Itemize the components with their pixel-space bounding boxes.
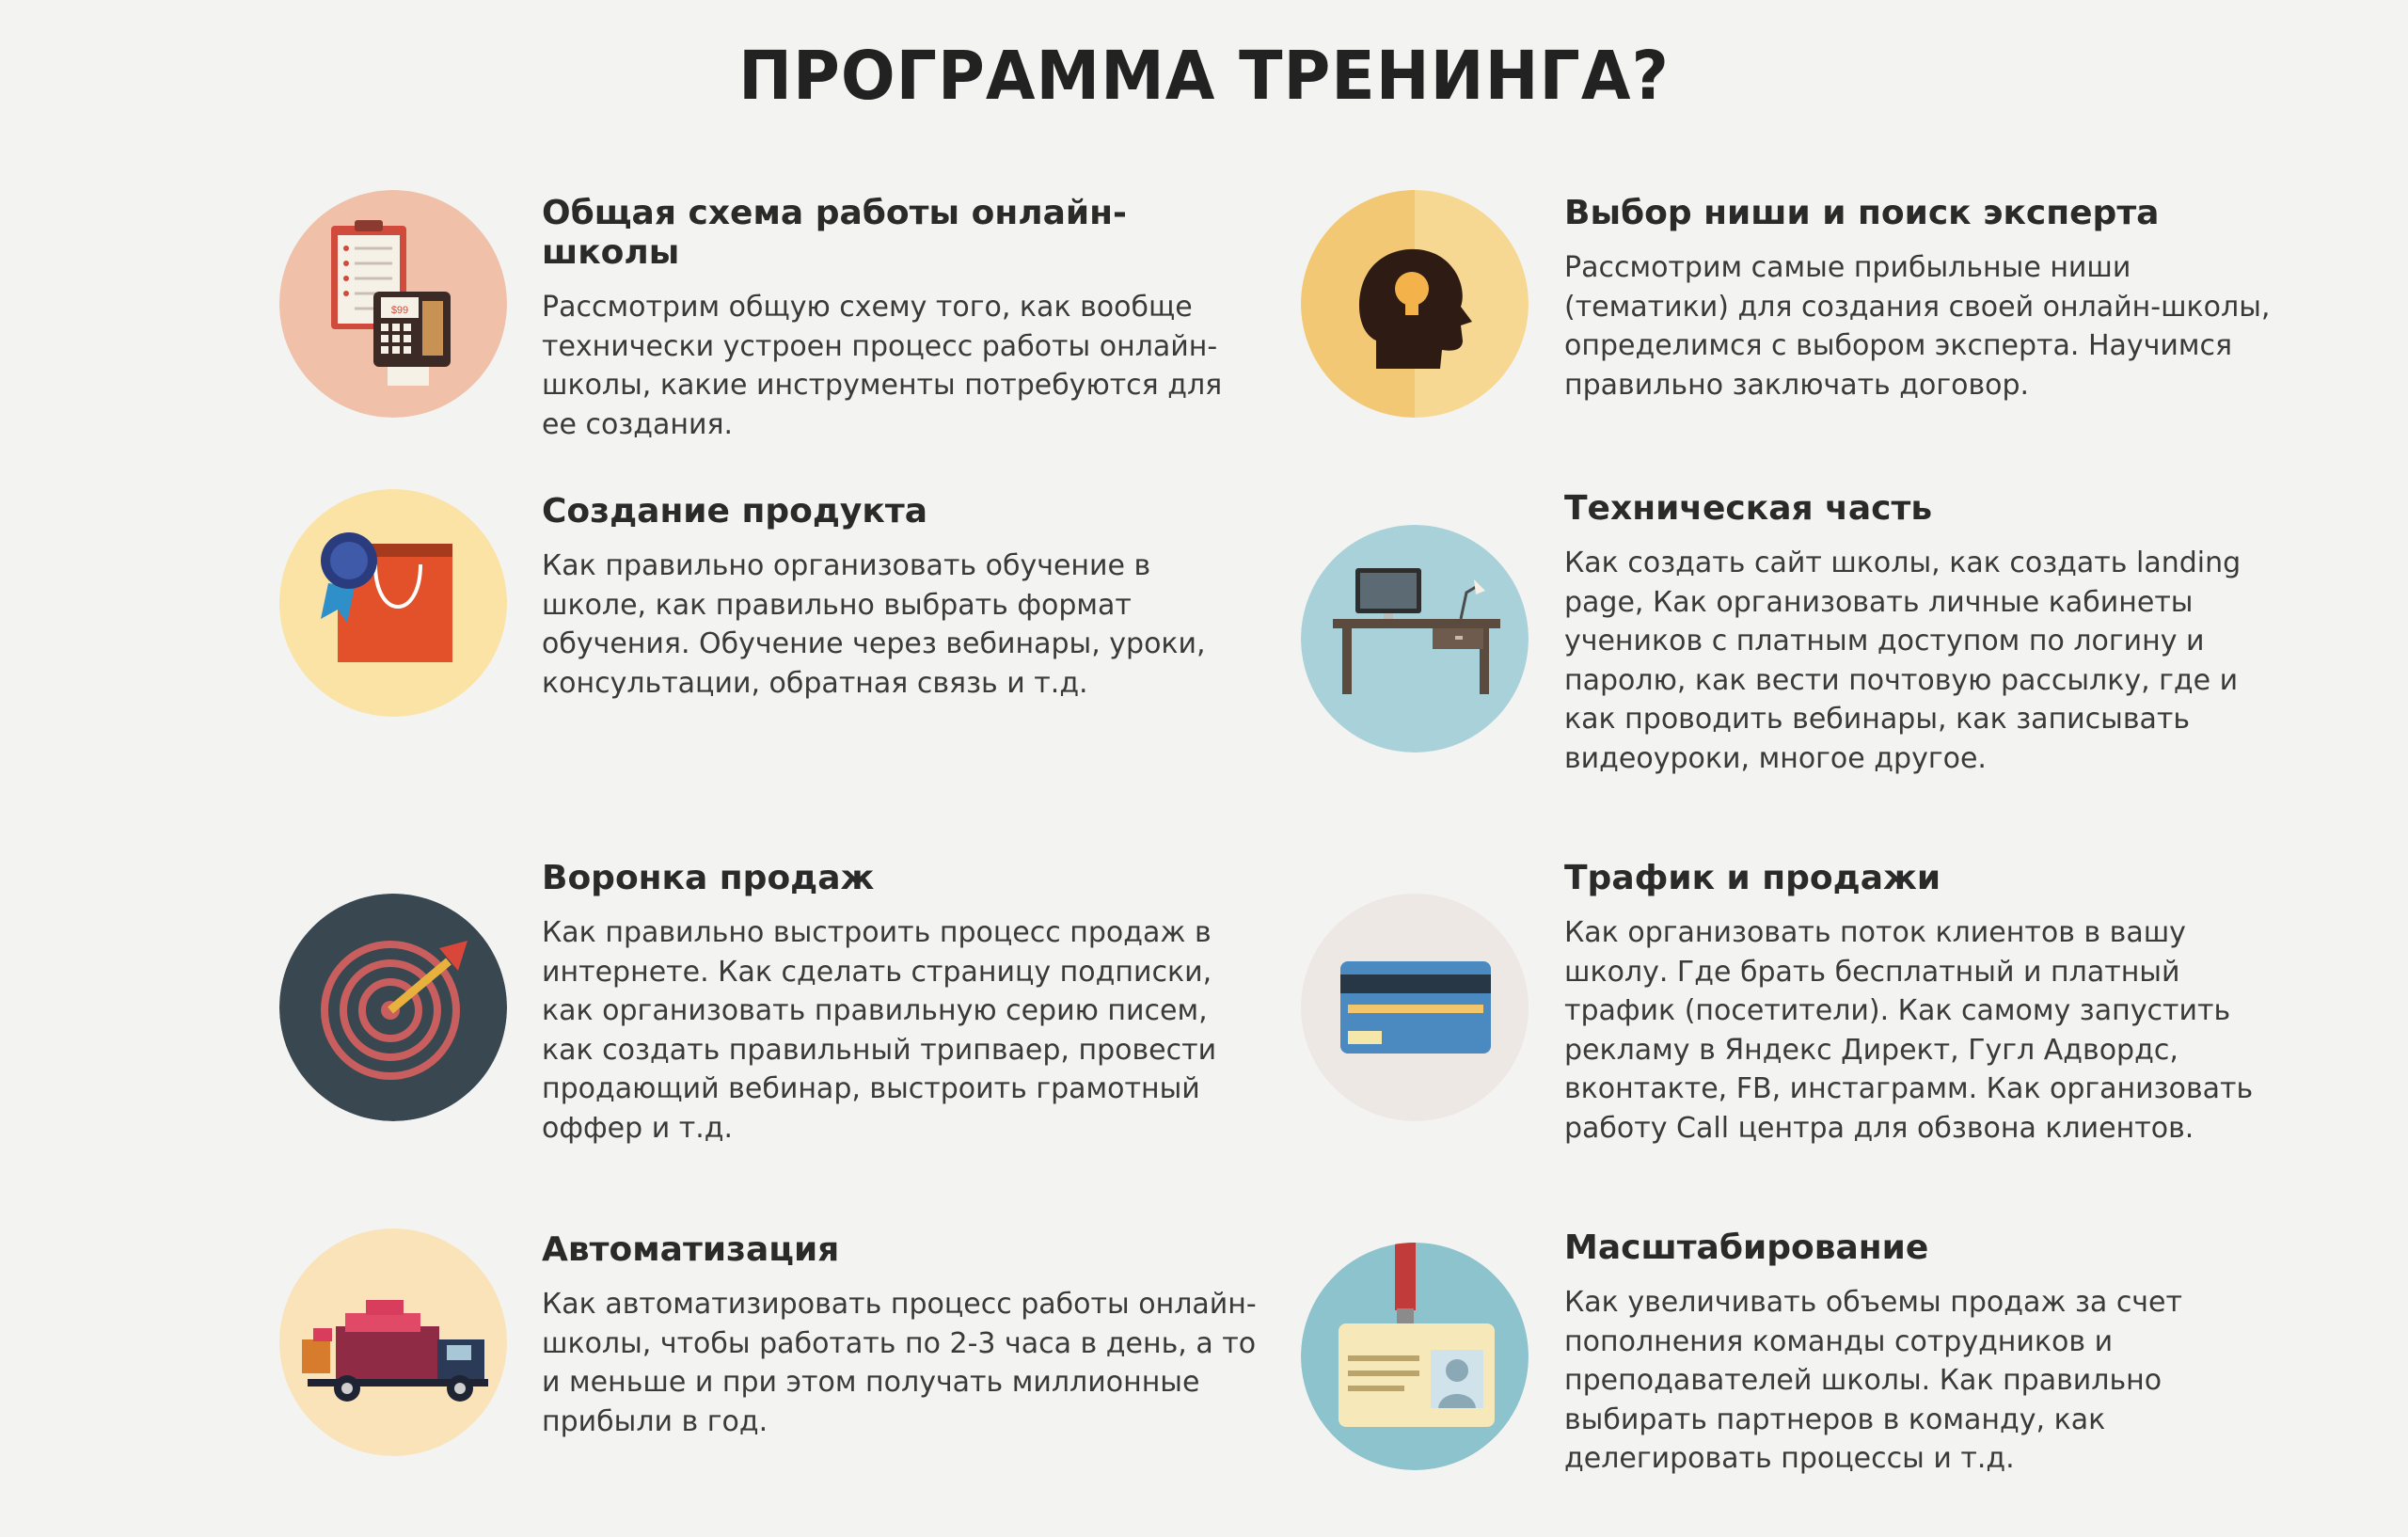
item-description: Как правильно организовать обучение в школе, как правильно выбрать формат обучения. Обучение через вебинары, уроки, консультации, обратная связь и т.д. bbox=[542, 549, 1206, 700]
item-description: Как правильно выстроить процесс продаж в интернете. Как сделать страницу подписки, как организовать правильную серию писем, как создать правильный трипваер, провести продающий вебинар, выстроить грамотный оффер и т.д. bbox=[542, 916, 1217, 1145]
delivery-truck-icon bbox=[279, 1228, 507, 1456]
id-badge-icon bbox=[1301, 1243, 1529, 1470]
clipboard-calculator-icon bbox=[279, 190, 507, 418]
page-title: ПРОГРАММА ТРЕНИНГА? bbox=[738, 38, 1670, 116]
item-title: Масштабирование bbox=[1564, 1228, 1929, 1267]
item-description: Как увеличивать объемы продаж за счет пополнения команды сотрудников и преподавателей школы. Как правильно выбирать партнеров в команду, как делегировать процессы и т.д. bbox=[1564, 1286, 2182, 1475]
item-title: Техническая часть bbox=[1564, 489, 1933, 528]
award-bag-icon bbox=[279, 489, 507, 717]
item-description: Рассмотрим самые прибыльные ниши (тематики) для создания своей онлайн-школы, определимся с выбором эксперта. Научимся правильно заключать договор. bbox=[1564, 251, 2271, 402]
item-description: Как создать сайт школы, как создать landing page, Как организовать личные кабинеты учеников с платным доступом по логину и паролю, как вести почтовую рассылку, где и как проводить вебинары, как записывать видеоуроки, многое другое. bbox=[1564, 547, 2242, 775]
item-title: Трафик и продажи bbox=[1564, 859, 1941, 897]
item-description: Как организовать поток клиентов в вашу школу. Где брать бесплатный и платный трафик (посетители). Как самому запустить рекламу в Яндекс Директ, Гугл Адвордс, вконтакте, FB, инстаграмм. Как организовать работу Call центра для обзвона клиентов. bbox=[1564, 916, 2254, 1145]
desk-computer-icon bbox=[1301, 525, 1529, 753]
item-title: Создание продукта bbox=[542, 492, 927, 531]
item-title: Общая схема работы онлайн-школы bbox=[542, 194, 1127, 272]
credit-card-icon bbox=[1301, 894, 1529, 1121]
item-title: Выбор ниши и поиск эксперта bbox=[1564, 194, 2160, 232]
price-label: $99 bbox=[390, 305, 409, 316]
item-title: Автоматизация bbox=[542, 1230, 840, 1269]
item-title: Воронка продаж bbox=[542, 859, 875, 897]
target-arrow-icon bbox=[279, 894, 507, 1121]
head-lightbulb-icon bbox=[1301, 190, 1529, 418]
item-description: Рассмотрим общую схему того, как вообще технически устроен процесс работы онлайн-школы, какие инструменты потребуются для ее создания. bbox=[542, 291, 1223, 441]
item-description: Как автоматизировать процесс работы онлайн-школы, чтобы работать по 2-3 часа в день, а то и меньше и при этом получать миллионные прибыли в год. bbox=[542, 1288, 1257, 1438]
